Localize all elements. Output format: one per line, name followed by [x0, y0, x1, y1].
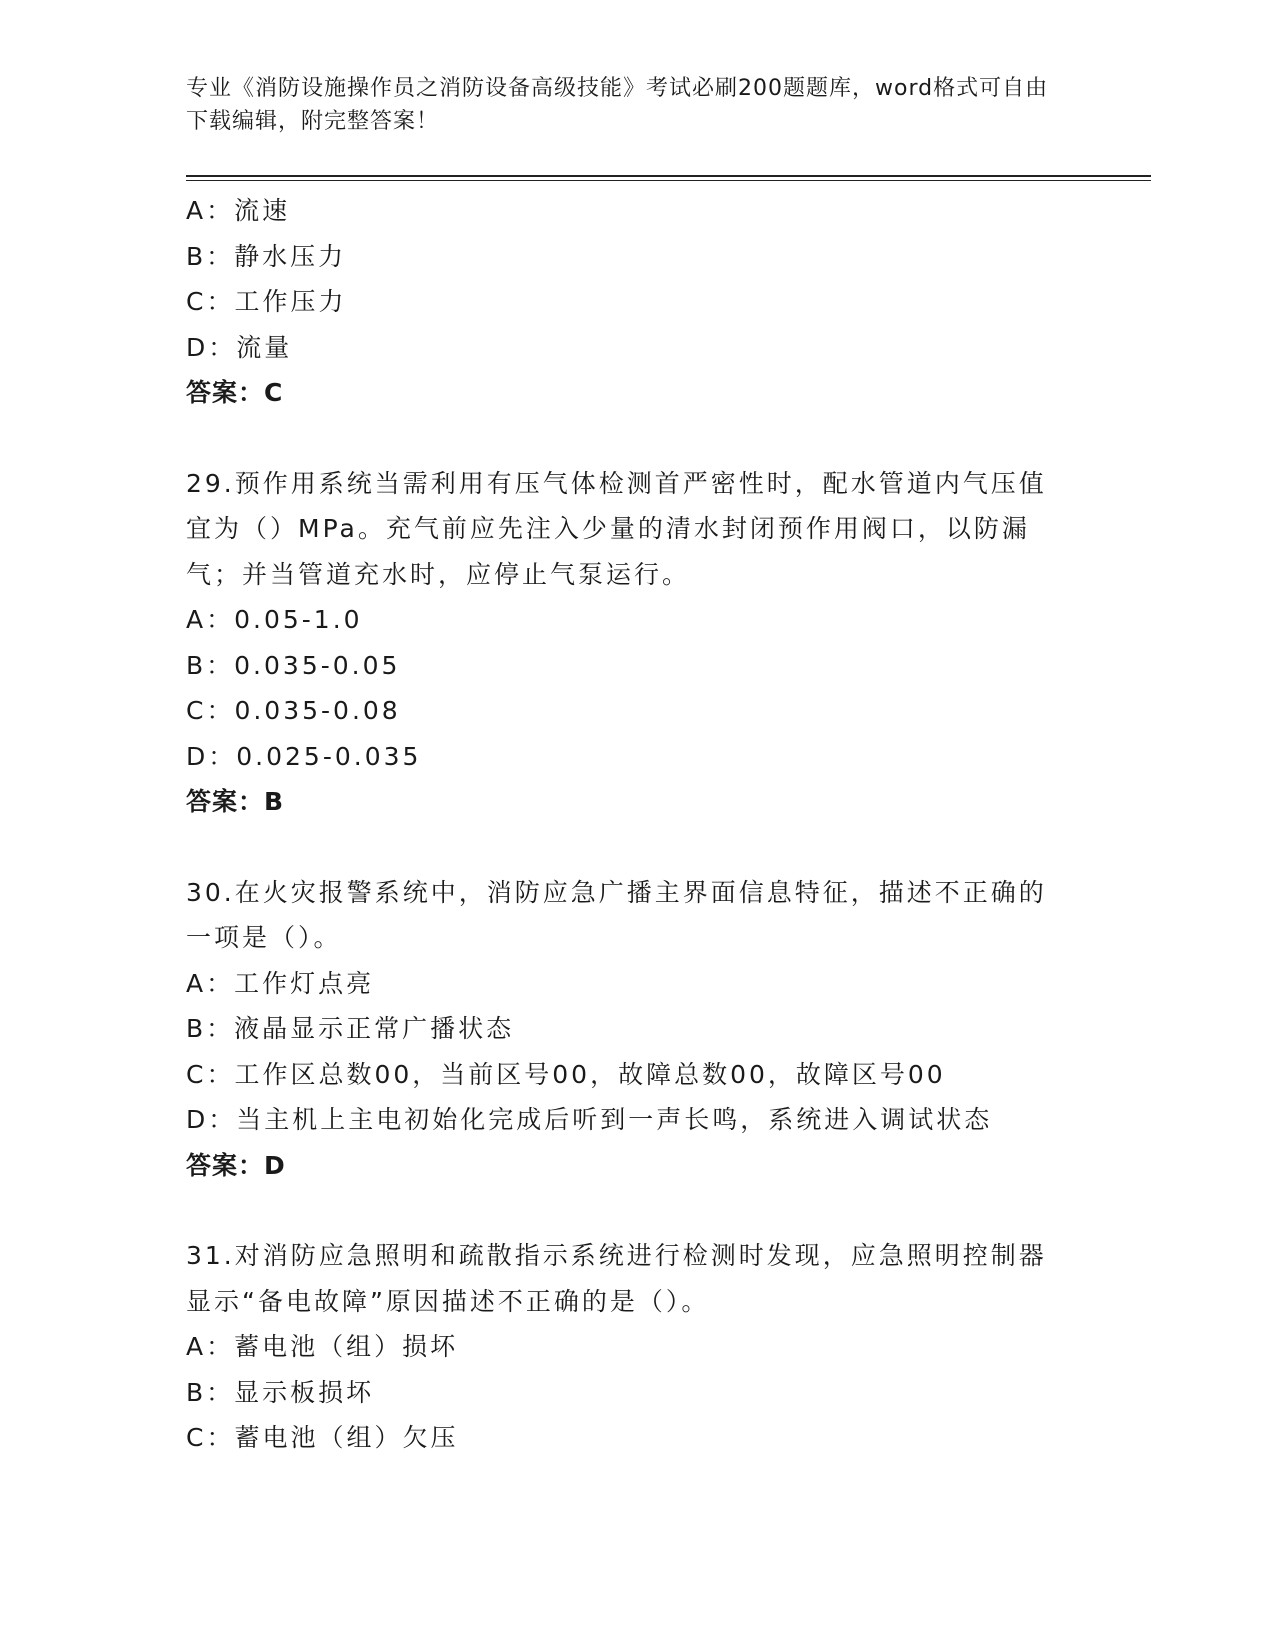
- header-rule-thin: [186, 180, 1151, 181]
- answer: 答案：B: [186, 787, 285, 816]
- question-spacer: [186, 416, 1066, 461]
- option-a: A：蓄电池（组）损坏: [186, 1332, 459, 1361]
- question-31: [186, 1233, 1066, 1461]
- option-d: D：流量: [186, 332, 293, 362]
- question-text: 31.对消防应急照明和疏散指示系统进行检测时发现，应急照明控制器显示“备电故障”原因描述不正确的是（）。: [186, 1241, 1047, 1316]
- option-a: A：流速: [186, 196, 291, 225]
- header-rule-thick: [186, 175, 1151, 177]
- option-c: C：工作区总数00，当前区号00，故障总数00，故障区号00: [186, 1059, 946, 1089]
- answer: 答案：D: [186, 1150, 286, 1180]
- question-spacer: [186, 825, 1066, 870]
- option-c: C：蓄电池（组）欠压: [186, 1423, 459, 1452]
- option-b: B：0.035-0.05: [186, 650, 401, 680]
- document-header: 专业《消防设施操作员之消防设备高级技能》考试必刷200题题库，word格式可自由下载编辑，附完整答案！: [186, 76, 1049, 134]
- answer: 答案：C: [186, 378, 284, 407]
- option-b: B：液晶显示正常广播状态: [186, 1014, 515, 1043]
- option-b: B：显示板损坏: [186, 1377, 375, 1407]
- question-29: [186, 461, 1066, 825]
- question-text: 30.在火灾报警系统中，消防应急广播主界面信息特征，描述不正确的一项是（）。: [186, 877, 1047, 952]
- option-a: A：0.05-1.0: [186, 605, 363, 634]
- question-28: [186, 188, 1066, 416]
- question-30: [186, 870, 1066, 1189]
- option-b: B：静水压力: [186, 241, 347, 271]
- option-a: A：工作灯点亮: [186, 968, 375, 998]
- option-c: C：0.035-0.08: [186, 696, 401, 725]
- question-text: 29.预作用系统当需利用有压气体检测首严密性时，配水管道内气压值宜为（）MPa。充气前应先注入少量的清水封闭预作用阀口，以防漏气；并当管道充水时，应停止气泵运行。: [186, 468, 1047, 589]
- option-d: D：当主机上主电初始化完成后听到一声长鸣，系统进入调试状态: [186, 1105, 993, 1134]
- question-list: [186, 188, 1066, 1461]
- option-c: C：工作压力: [186, 287, 347, 316]
- option-d: D：0.025-0.035: [186, 741, 422, 771]
- question-spacer: [186, 1188, 1066, 1233]
